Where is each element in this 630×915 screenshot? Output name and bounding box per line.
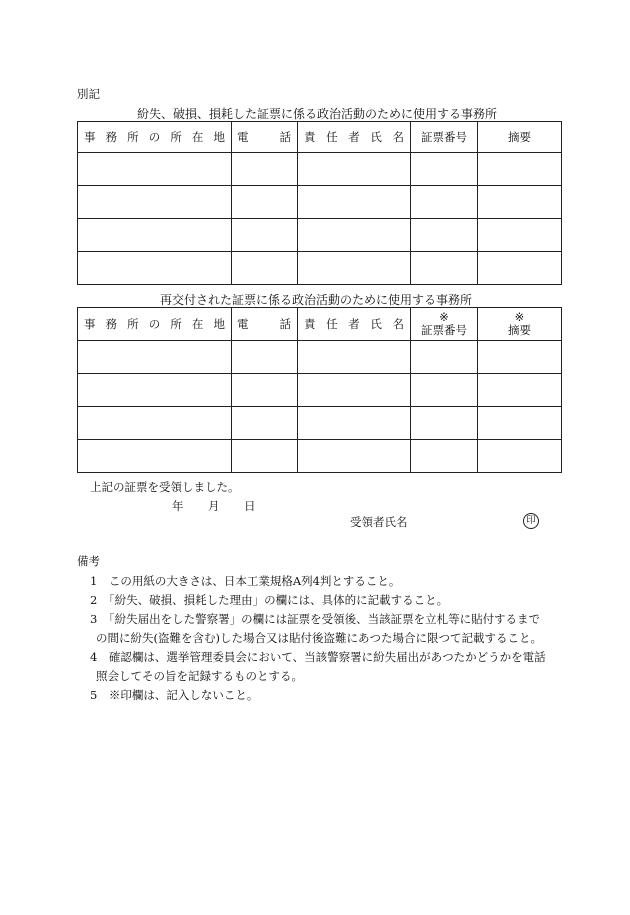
- lost-office-table: [77, 121, 562, 285]
- address-cell[interactable]: [78, 374, 232, 407]
- header-remarks: 摘要: [478, 122, 562, 153]
- remarks-cell[interactable]: [478, 252, 562, 285]
- table-row: [78, 153, 562, 186]
- phone-cell[interactable]: [232, 374, 298, 407]
- remarks-cell[interactable]: [478, 186, 562, 219]
- note-item-continuation: の間に紛失(盗難を含む)した場合又は貼付後盗難にあつた場合に限つて記載すること。: [96, 631, 542, 645]
- remarks-cell[interactable]: [478, 219, 562, 252]
- person-cell[interactable]: [298, 440, 411, 473]
- cert-no-cell[interactable]: [411, 219, 478, 252]
- note-item: 3 「紛失届出をした警察署」の欄には証票を受領後、当該証票を立札等に貼付するまで: [90, 612, 541, 626]
- person-cell[interactable]: [298, 407, 411, 440]
- person-cell[interactable]: [298, 153, 411, 186]
- receipt-year: 年: [172, 499, 184, 513]
- person-cell[interactable]: [298, 341, 411, 374]
- note-item: 4 確認欄は、選挙管理委員会において、当該警察署に紛失届出があつたかどうかを電話: [90, 650, 546, 664]
- no-entry-mark: ※: [439, 310, 449, 324]
- header-certificate-number: ※ 証票番号: [411, 308, 478, 341]
- receipt-statement: 上記の証票を受領しました。: [90, 480, 240, 494]
- person-cell[interactable]: [298, 186, 411, 219]
- table2-header-row: [78, 308, 562, 341]
- phone-cell[interactable]: [232, 219, 298, 252]
- table-row: [78, 407, 562, 440]
- header-remarks: ※ 摘要: [478, 308, 562, 341]
- address-cell[interactable]: [78, 252, 232, 285]
- table-row: [78, 341, 562, 374]
- cert-no-cell[interactable]: [411, 252, 478, 285]
- seal-mark: 印: [523, 513, 539, 529]
- reissued-office-table: [77, 307, 562, 473]
- table1-header-row: [78, 122, 562, 153]
- person-cell[interactable]: [298, 374, 411, 407]
- table-row: [78, 252, 562, 285]
- table-row: [78, 219, 562, 252]
- header-phone: 電 話: [232, 122, 298, 153]
- remarks-cell: [478, 374, 562, 407]
- remarks-cell: [478, 407, 562, 440]
- remarks-cell: [478, 440, 562, 473]
- remarks-cell[interactable]: [478, 153, 562, 186]
- cert-no-cell[interactable]: [411, 153, 478, 186]
- note-item-continuation: 照会してその旨を記録するものとする。: [96, 669, 303, 683]
- phone-cell[interactable]: [232, 252, 298, 285]
- receipt-month: 月: [208, 499, 220, 513]
- header-phone: 電 話: [232, 308, 298, 341]
- address-cell[interactable]: [78, 440, 232, 473]
- phone-cell[interactable]: [232, 440, 298, 473]
- phone-cell[interactable]: [232, 186, 298, 219]
- header-address: 事 務 所 の 所 在 地: [78, 122, 232, 153]
- cert-no-cell: [411, 341, 478, 374]
- table-row: [78, 440, 562, 473]
- address-cell[interactable]: [78, 153, 232, 186]
- phone-cell[interactable]: [232, 153, 298, 186]
- person-cell[interactable]: [298, 252, 411, 285]
- address-cell[interactable]: [78, 186, 232, 219]
- note-item: 5 ※印欄は、記入しないこと。: [90, 688, 259, 702]
- recipient-name-label: 受領者氏名: [350, 515, 408, 529]
- header-responsible-person: 責 任 者 氏 名: [298, 122, 411, 153]
- address-cell[interactable]: [78, 341, 232, 374]
- no-entry-mark: ※: [514, 310, 525, 324]
- table1-title: 紛失、破損、損耗した証票に係る政治活動のために使用する事務所: [137, 107, 498, 121]
- phone-cell[interactable]: [232, 407, 298, 440]
- table2-title: 再交付された証票に係る政治活動のために使用する事務所: [160, 293, 473, 307]
- cert-no-cell[interactable]: [411, 186, 478, 219]
- table-row: [78, 186, 562, 219]
- cert-no-cell: [411, 374, 478, 407]
- note-item: 1 この用紙の大きさは、日本工業規格A列4判とすること。: [90, 574, 401, 588]
- header-certificate-number: 証票番号: [411, 122, 478, 153]
- cert-no-cell: [411, 407, 478, 440]
- notes-heading: 備考: [77, 554, 100, 568]
- address-cell[interactable]: [78, 219, 232, 252]
- appendix-label: 別記: [77, 87, 100, 101]
- address-cell[interactable]: [78, 407, 232, 440]
- remarks-cell: [478, 341, 562, 374]
- cert-no-cell: [411, 440, 478, 473]
- receipt-day: 日: [244, 499, 256, 513]
- phone-cell[interactable]: [232, 341, 298, 374]
- table-row: [78, 374, 562, 407]
- person-cell[interactable]: [298, 219, 411, 252]
- header-address: 事 務 所 の 所 在 地: [78, 308, 232, 341]
- header-responsible-person: 責 任 者 氏 名: [298, 308, 411, 341]
- note-item: 2 「紛失、破損、損耗した理由」の欄には、具体的に記載すること。: [90, 593, 449, 607]
